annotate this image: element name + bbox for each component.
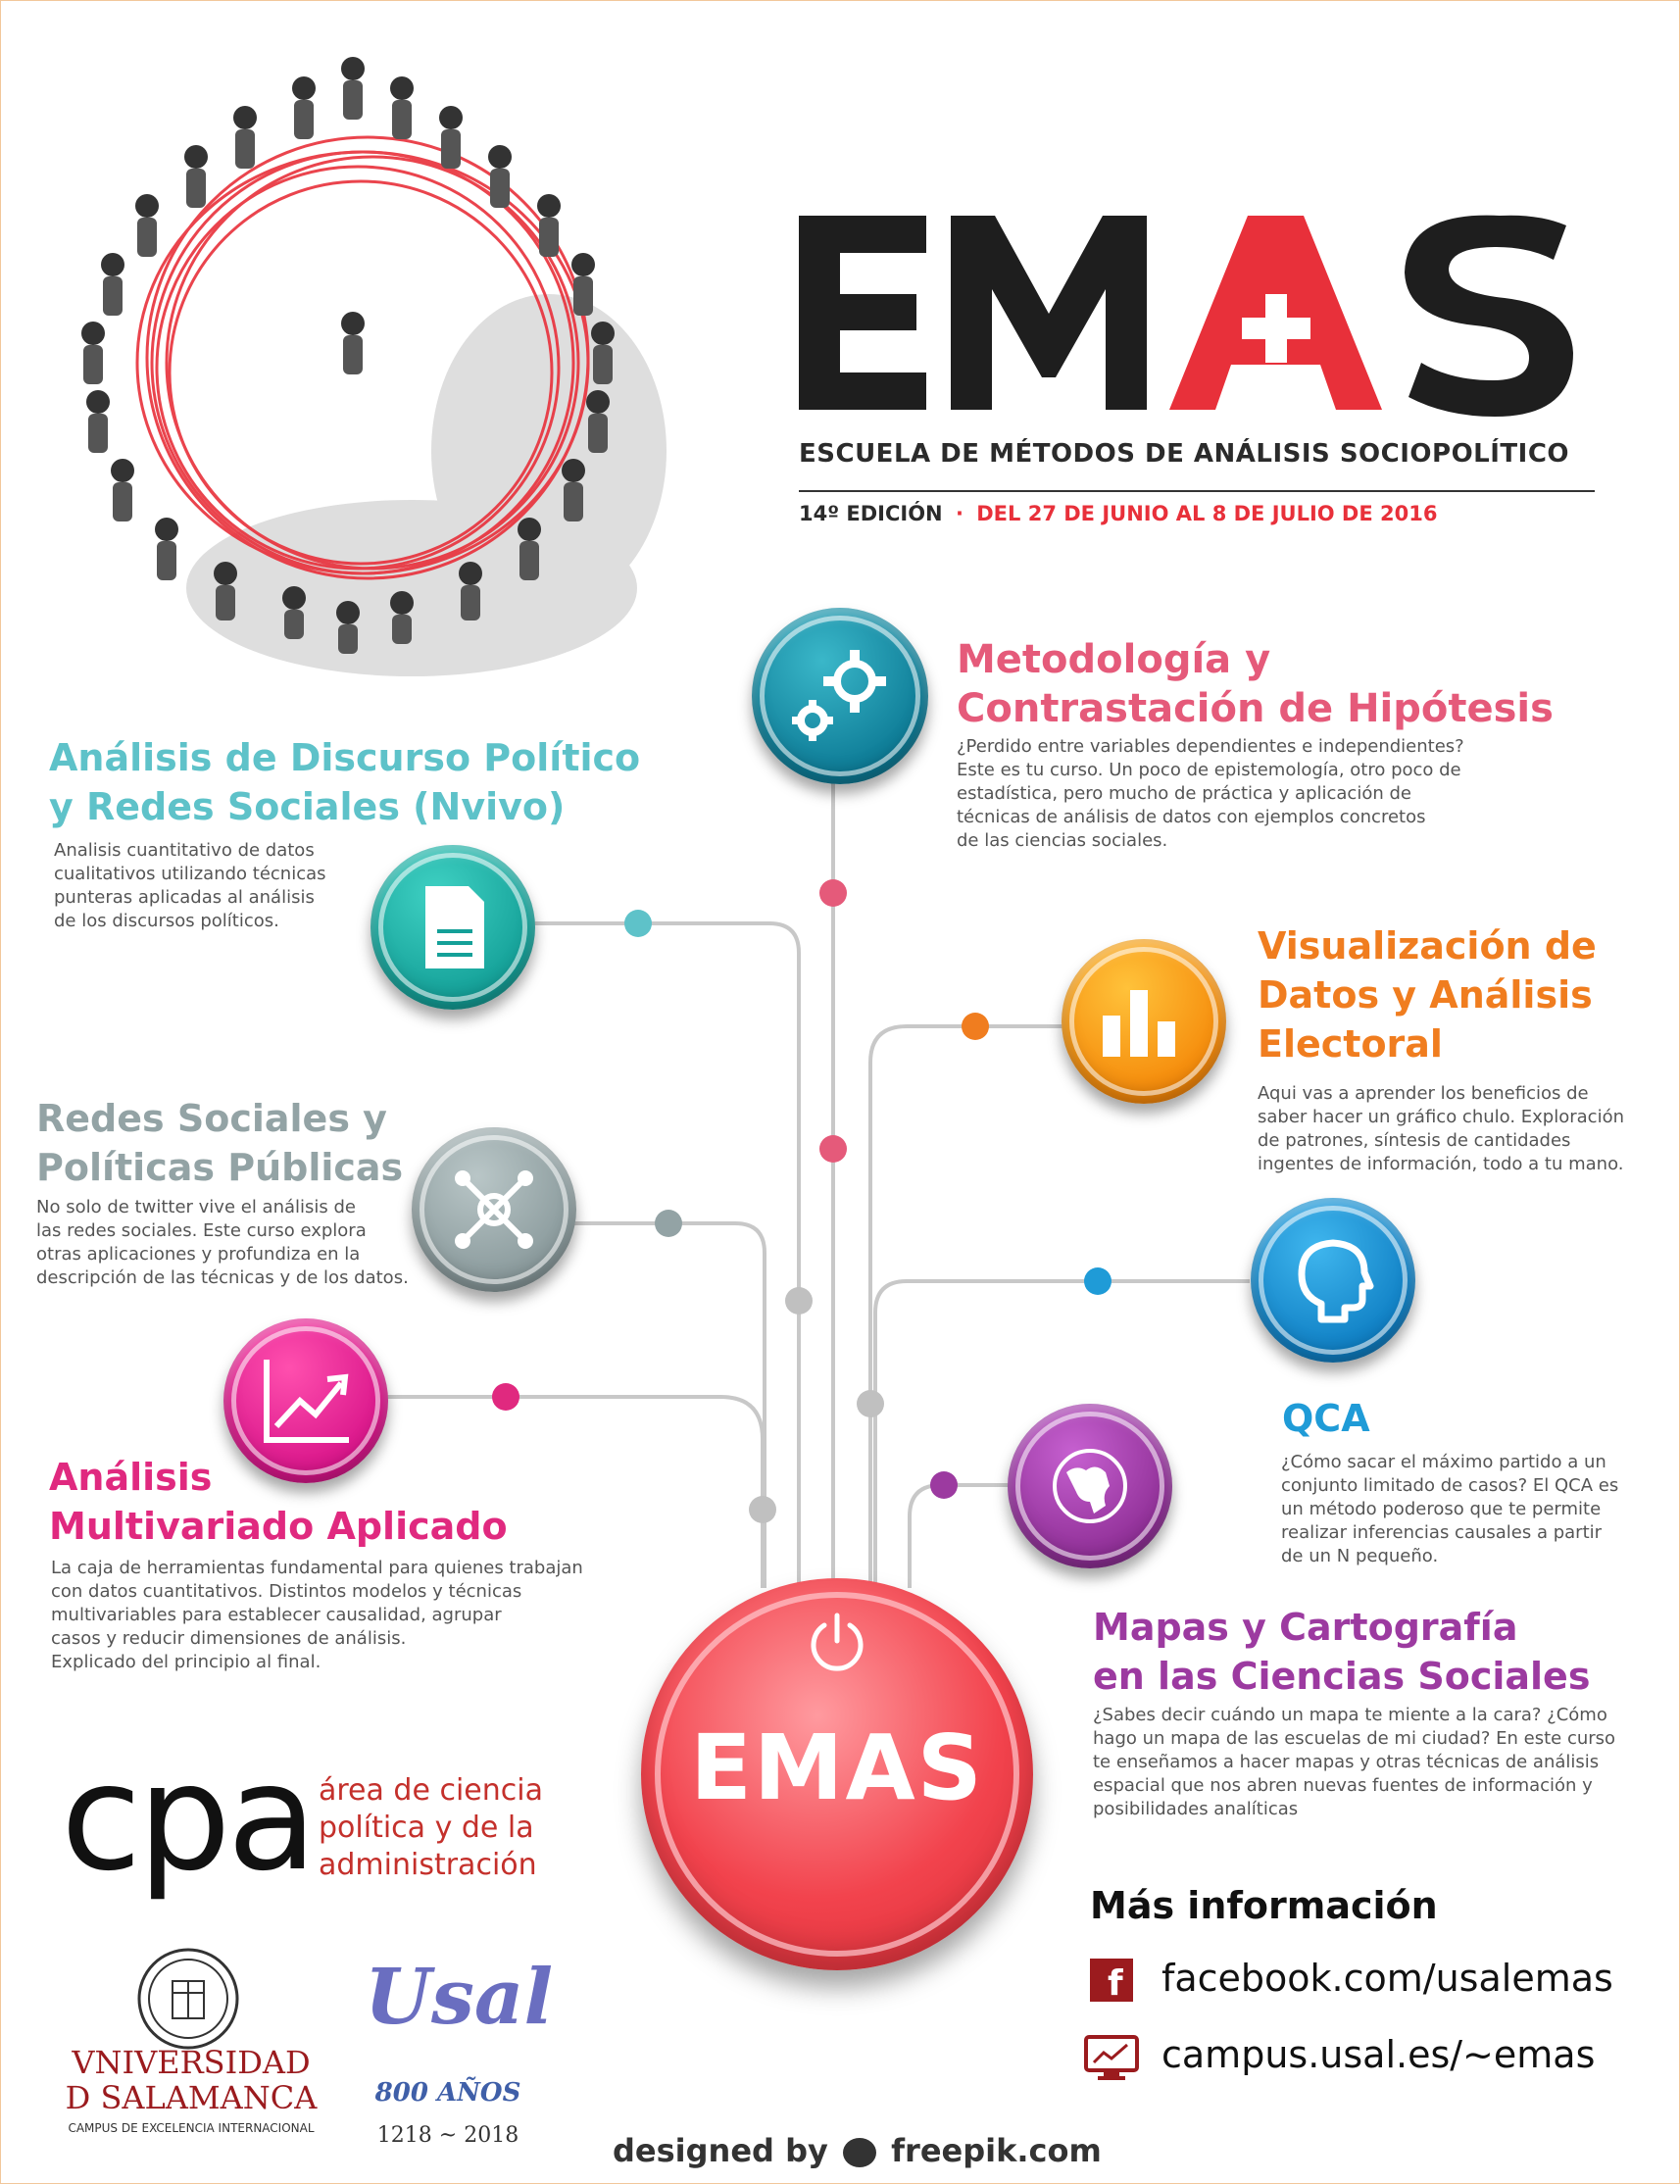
document-icon xyxy=(371,845,535,1010)
multivariado-desc-line: multivariables para establecer causalidad, agrupar xyxy=(51,1605,502,1625)
qca-title: QCA xyxy=(1282,1397,1370,1440)
visualizacion-node[interactable] xyxy=(1062,939,1226,1104)
qca-desc-line: de un N pequeño. xyxy=(1281,1546,1439,1566)
mapas-title xyxy=(1093,1603,1590,1701)
metodologia-title-line2: Contrastación de Hipótesis xyxy=(957,686,1554,731)
connector-dot-gray-3 xyxy=(857,1390,884,1417)
redes-title-line1: Redes Sociales y xyxy=(36,1097,387,1140)
freepik-logo-icon xyxy=(843,2138,876,2167)
visualizacion-title-line2: Datos y Análisis xyxy=(1258,973,1593,1017)
metodologia-title xyxy=(957,635,1554,733)
visualizacion-desc xyxy=(1258,1082,1624,1176)
metodologia-desc-line: estadística, pero mucho de práctica y aplicación de xyxy=(957,783,1411,804)
mapas-node[interactable] xyxy=(1008,1404,1172,1568)
connector-dot-multivariado xyxy=(492,1383,519,1411)
visualizacion-title xyxy=(1258,921,1597,1068)
connector-dot-metodologia-2 xyxy=(819,1135,847,1163)
redes-desc-line: descripción de las técnicas y de los datos. xyxy=(36,1267,409,1288)
visualizacion-title-line1: Visualización de xyxy=(1258,924,1597,968)
metodologia-desc-line: técnicas de análisis de datos con ejemplos concretos xyxy=(957,807,1426,827)
mapas-desc-line: te enseñamos a hacer mapas y otras técnicas de análisis xyxy=(1093,1752,1600,1772)
gears-icon xyxy=(752,608,928,784)
multivariado-desc-line: casos y reducir dimensiones de análisis. xyxy=(51,1628,407,1649)
emas-logo xyxy=(799,196,1612,422)
mapas-desc-line: ¿Sabes decir cuándo un mapa te miente a la cara? ¿Cómo xyxy=(1093,1705,1607,1725)
cpa-logo-line: política y de la xyxy=(319,1811,534,1845)
qca-desc xyxy=(1281,1451,1618,1568)
cpa-logo-text xyxy=(319,1772,543,1884)
head-icon xyxy=(1251,1198,1415,1363)
connector-dot-gray-2 xyxy=(749,1496,776,1523)
connector-dot-metodologia-1 xyxy=(819,879,847,907)
multivariado-title-line2: Multivariado Aplicado xyxy=(49,1505,508,1548)
crowd-circle-illustration xyxy=(39,39,706,716)
monitor-icon xyxy=(1082,2033,1141,2084)
qca-desc-line: un método poderoso que te permite xyxy=(1281,1499,1602,1519)
multivariado-title xyxy=(49,1453,508,1551)
mapas-desc xyxy=(1093,1704,1615,1821)
globe-icon xyxy=(1008,1404,1172,1568)
discurso-title-line1: Análisis de Discurso Político xyxy=(49,736,641,779)
metodologia-node[interactable] xyxy=(752,608,928,784)
cpa-logo-mark: cpa xyxy=(61,1733,314,1904)
redes-node[interactable] xyxy=(412,1127,576,1292)
multivariado-desc-line: con datos cuantitativos. Distintos modelos y técnicas xyxy=(51,1581,522,1602)
info-title: Más información xyxy=(1090,1884,1438,1927)
connector-dot-gray-1 xyxy=(785,1287,813,1315)
discurso-desc xyxy=(54,839,326,933)
redes-desc-line: las redes sociales. Este curso explora xyxy=(36,1220,367,1241)
connector-dot-visualizacion xyxy=(962,1013,989,1040)
redes-title xyxy=(36,1094,403,1192)
anniversary-range: 1218 ~ 2018 xyxy=(376,2123,519,2148)
visualizacion-desc-line: de patrones, síntesis de cantidades xyxy=(1258,1130,1571,1151)
discurso-title xyxy=(49,733,640,831)
metodologia-title-line1: Metodología y xyxy=(957,637,1271,682)
discurso-desc-line: punteras aplicadas al análisis xyxy=(54,887,315,908)
anniversary-logo-mark: Usal xyxy=(365,1953,554,2042)
edition-label: 14º EDICIÓN xyxy=(799,502,943,525)
footer-designed-by: designed by xyxy=(613,2132,828,2169)
multivariado-title-line1: Análisis xyxy=(49,1456,213,1499)
visualizacion-desc-line: ingentes de información, todo a tu mano. xyxy=(1258,1154,1624,1174)
header-divider xyxy=(799,490,1595,492)
metodologia-desc-line: ¿Perdido entre variables dependientes e independientes? xyxy=(957,736,1464,757)
redes-desc-line: otras aplicaciones y profundiza en la xyxy=(36,1244,361,1265)
discurso-title-line2: y Redes Sociales (Nvivo) xyxy=(49,785,566,828)
discurso-desc-line: de los discursos políticos. xyxy=(54,911,279,931)
visualizacion-desc-line: Aqui vas a aprender los beneficios de xyxy=(1258,1083,1589,1104)
qca-desc-line: conjunto limitado de casos? El QCA es xyxy=(1281,1475,1619,1496)
mapas-desc-line: hago un mapa de las escuelas de mi ciudad? En este curso xyxy=(1093,1728,1616,1749)
usal-logo-line: VNIVERSIDAD xyxy=(72,2044,311,2081)
mapas-desc-line: espacial que nos abren nuevas fuentes de información y xyxy=(1093,1775,1593,1796)
emas-subtitle: ESCUELA DE MÉTODOS DE ANÁLISIS SOCIOPOLÍTICO xyxy=(799,439,1570,469)
discurso-node[interactable] xyxy=(371,845,535,1010)
usal-logo-line: D SALAMANCA xyxy=(65,2079,318,2116)
network-icon xyxy=(412,1127,576,1292)
qca-desc-line: realizar inferencias causales a partir xyxy=(1281,1522,1603,1543)
cpa-logo-line: administración xyxy=(319,1848,537,1882)
qca-desc-line: ¿Cómo sacar el máximo partido a un xyxy=(1281,1452,1606,1472)
metodologia-desc xyxy=(957,735,1464,853)
center-emas-button[interactable] xyxy=(641,1578,1033,1970)
visualizacion-title-line3: Electoral xyxy=(1258,1022,1443,1066)
edition-line xyxy=(799,502,1437,525)
anniversary-years: 800 AÑOS xyxy=(374,2078,521,2108)
multivariado-desc-line: La caja de herramientas fundamental para quienes trabajan xyxy=(51,1558,583,1578)
facebook-link[interactable]: facebook.com/usalemas xyxy=(1161,1957,1613,2000)
connector-dot-mapas xyxy=(930,1471,958,1499)
cpa-logo-line: área de ciencia xyxy=(319,1773,543,1808)
multivariado-desc-line: Explicado del principio al final. xyxy=(51,1652,321,1672)
footer-brand[interactable]: freepik.com xyxy=(891,2132,1102,2169)
redes-desc-line: No solo de twitter vive el análisis de xyxy=(36,1197,356,1217)
footer-credit xyxy=(613,2132,1102,2169)
university-seal-icon xyxy=(135,1946,241,2052)
center-button-label: EMAS xyxy=(690,1715,984,1820)
edition-separator: · xyxy=(955,502,964,525)
facebook-icon: f xyxy=(1090,1959,1133,2002)
campus-link[interactable]: campus.usal.es/~emas xyxy=(1161,2033,1596,2076)
visualizacion-desc-line: saber hacer un gráfico chulo. Exploración xyxy=(1258,1107,1624,1127)
qca-node[interactable] xyxy=(1251,1198,1415,1363)
connector-dot-discurso xyxy=(624,910,652,937)
discurso-desc-line: Analisis cuantitativo de datos xyxy=(54,840,315,861)
metodologia-desc-line: de las ciencias sociales. xyxy=(957,830,1168,851)
bar-chart-icon xyxy=(1062,939,1226,1104)
discurso-desc-line: cualitativos utilizando técnicas xyxy=(54,864,326,884)
usal-logo-text xyxy=(54,2045,328,2115)
multivariado-desc xyxy=(51,1557,583,1674)
redes-title-line2: Políticas Públicas xyxy=(36,1146,404,1189)
mapas-title-line1: Mapas y Cartografía xyxy=(1093,1606,1518,1649)
edition-dates: DEL 27 DE JUNIO AL 8 DE JULIO DE 2016 xyxy=(976,502,1438,525)
power-icon xyxy=(803,1608,871,1676)
usal-tagline: CAMPUS DE EXCELENCIA INTERNACIONAL xyxy=(68,2121,315,2135)
emas-logo-mark xyxy=(799,196,1612,422)
connector-dot-qca xyxy=(1084,1267,1112,1295)
metodologia-desc-line: Este es tu curso. Un poco de epistemología, otro poco de xyxy=(957,760,1461,780)
redes-desc xyxy=(36,1196,409,1290)
connector-dot-redes xyxy=(655,1210,682,1237)
mapas-title-line2: en las Ciencias Sociales xyxy=(1093,1655,1591,1698)
mapas-desc-line: posibilidades analíticas xyxy=(1093,1799,1299,1819)
